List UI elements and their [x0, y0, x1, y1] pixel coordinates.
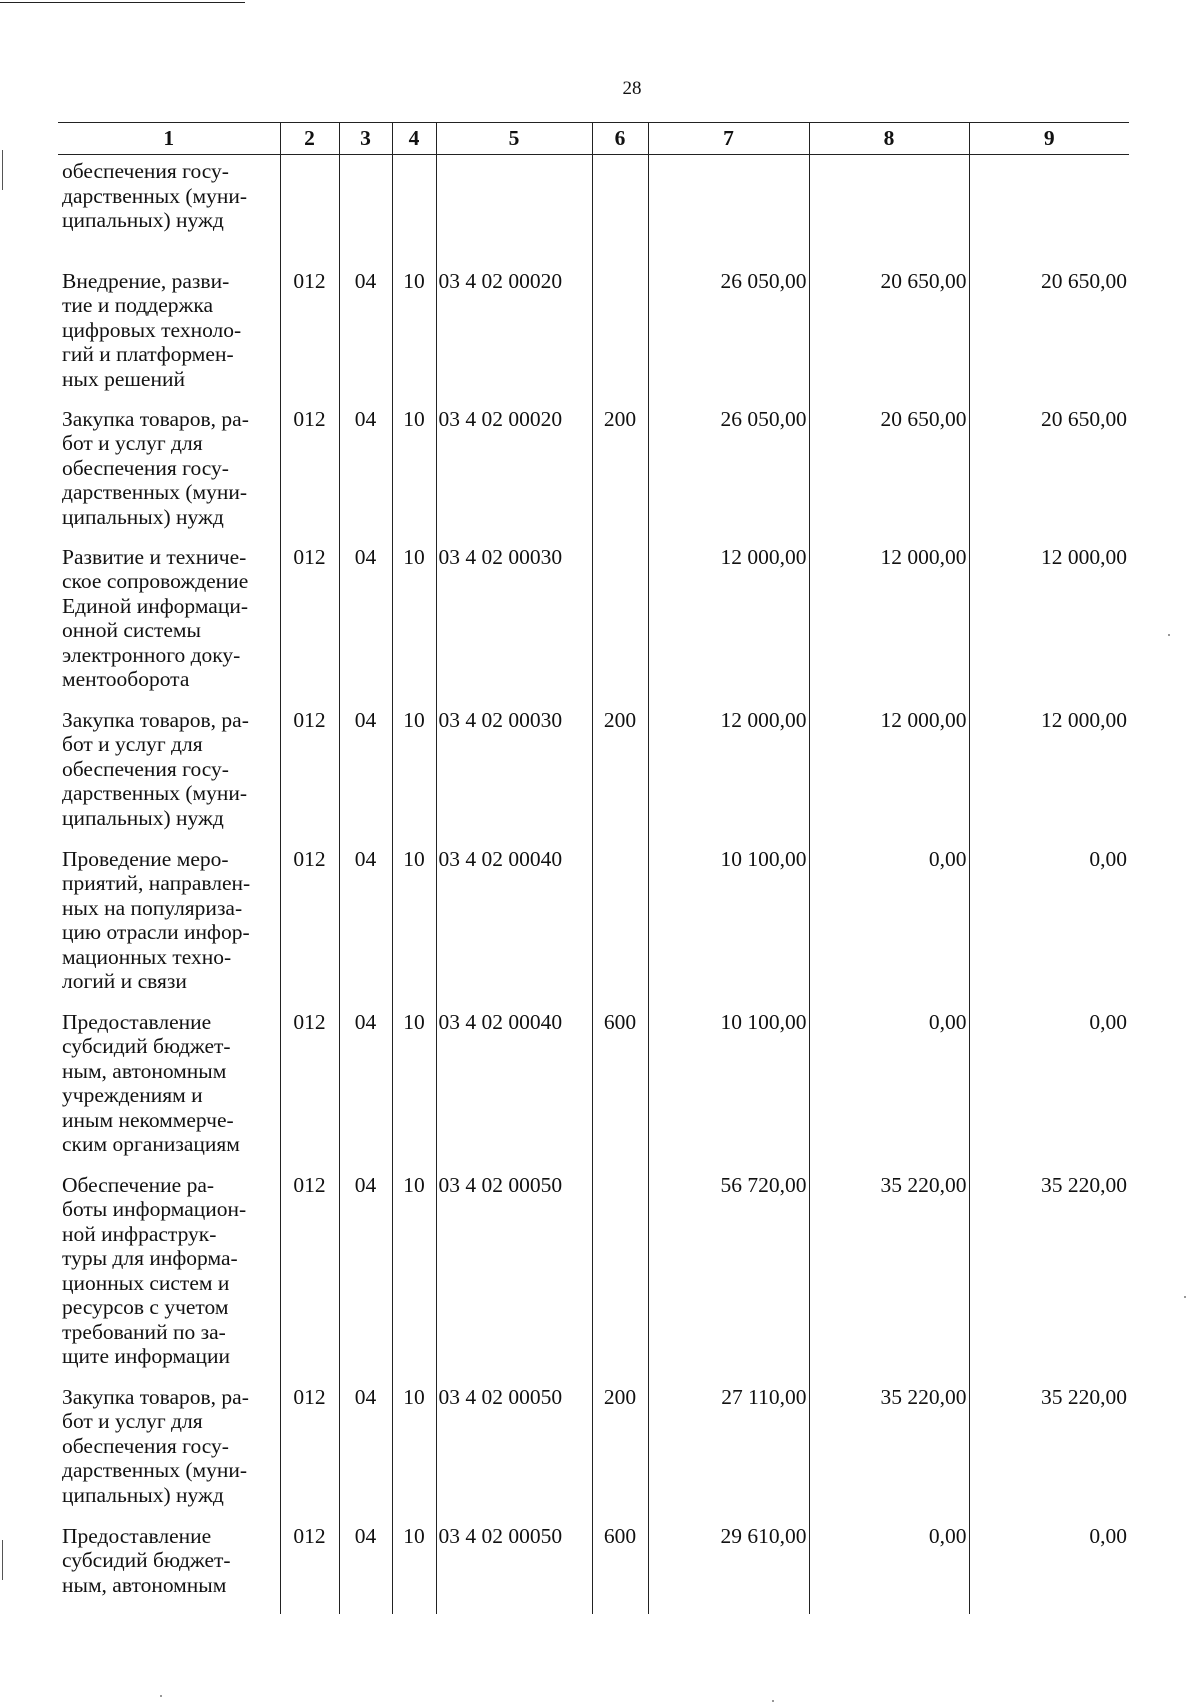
top-edge-rule: [0, 2, 245, 3]
subsection-code: 10: [392, 1385, 436, 1524]
column-header: 6: [592, 123, 648, 155]
target-article-code: 03 4 02 00020: [436, 269, 592, 407]
ministry-code: 012: [280, 1173, 339, 1385]
table-row: [58, 847, 1129, 1010]
amount-year-3: 0,00: [969, 847, 1129, 1010]
expense-type-code: [592, 269, 648, 407]
amount-year-2: 35 220,00: [809, 1173, 969, 1385]
section-code: 04: [339, 1524, 392, 1614]
subsection-code: 10: [392, 1010, 436, 1173]
subsection-code: 10: [392, 708, 436, 847]
target-article-code: 03 4 02 00040: [436, 1010, 592, 1173]
amount-year-1: 27 110,00: [648, 1385, 809, 1524]
amount-year-1: [648, 155, 809, 269]
amount-year-2: 20 650,00: [809, 269, 969, 407]
scan-speck: [1168, 634, 1170, 636]
target-article-code: 03 4 02 00050: [436, 1173, 592, 1385]
subsection-code: 10: [392, 545, 436, 708]
ministry-code: 012: [280, 407, 339, 545]
scan-margin-mark: [2, 1540, 3, 1580]
ministry-code: [280, 155, 339, 269]
subsection-code: 10: [392, 269, 436, 407]
column-header: 8: [809, 123, 969, 155]
amount-year-1: 12 000,00: [648, 708, 809, 847]
item-name: Проведение меро- приятий, направлен- ных на популяриза- цию отрасли инфор- мационных техно- логий и связи: [58, 847, 280, 1010]
amount-year-2: 0,00: [809, 1010, 969, 1173]
table-row: [58, 545, 1129, 708]
ministry-code: 012: [280, 269, 339, 407]
column-header: 7: [648, 123, 809, 155]
amount-year-1: 12 000,00: [648, 545, 809, 708]
ministry-code: 012: [280, 1010, 339, 1173]
table-row: [58, 155, 1129, 269]
column-header: 4: [392, 123, 436, 155]
expense-type-code: 600: [592, 1010, 648, 1173]
target-article-code: 03 4 02 00020: [436, 407, 592, 545]
expense-type-code: [592, 1173, 648, 1385]
amount-year-3: 35 220,00: [969, 1173, 1129, 1385]
amount-year-3: [969, 155, 1129, 269]
target-article-code: 03 4 02 00030: [436, 708, 592, 847]
scan-speck: [772, 1700, 774, 1702]
expense-type-code: 600: [592, 1524, 648, 1614]
amount-year-2: 20 650,00: [809, 407, 969, 545]
amount-year-2: 12 000,00: [809, 545, 969, 708]
column-header: 3: [339, 123, 392, 155]
subsection-code: 10: [392, 407, 436, 545]
amount-year-3: 0,00: [969, 1524, 1129, 1614]
amount-year-3: 20 650,00: [969, 407, 1129, 545]
item-name: Внедрение, разви- тие и поддержка цифровых техноло- гий и платформен- ных решений: [58, 269, 280, 407]
table-header-row: [58, 123, 1129, 155]
section-code: 04: [339, 1010, 392, 1173]
subsection-code: 10: [392, 847, 436, 1010]
section-code: 04: [339, 545, 392, 708]
section-code: 04: [339, 1173, 392, 1385]
amount-year-1: 26 050,00: [648, 407, 809, 545]
table-row: [58, 1173, 1129, 1385]
amount-year-3: 12 000,00: [969, 545, 1129, 708]
page-number: 28: [622, 78, 642, 99]
target-article-code: 03 4 02 00050: [436, 1385, 592, 1524]
amount-year-3: 20 650,00: [969, 269, 1129, 407]
item-name: обеспечения госу- дарственных (муни- ципальных) нужд: [58, 155, 280, 269]
item-name: Предоставление субсидий бюджет- ным, автономным учреждениям и иным некоммерче- ским организациям: [58, 1010, 280, 1173]
subsection-code: [392, 155, 436, 269]
section-code: 04: [339, 407, 392, 545]
column-header: 1: [58, 123, 280, 155]
target-article-code: [436, 155, 592, 269]
table-row: [58, 269, 1129, 407]
amount-year-1: 10 100,00: [648, 1010, 809, 1173]
column-header: 5: [436, 123, 592, 155]
ministry-code: 012: [280, 545, 339, 708]
section-code: 04: [339, 1385, 392, 1524]
amount-year-2: 35 220,00: [809, 1385, 969, 1524]
target-article-code: 03 4 02 00030: [436, 545, 592, 708]
ministry-code: 012: [280, 847, 339, 1010]
table-row: [58, 1010, 1129, 1173]
ministry-code: 012: [280, 1385, 339, 1524]
amount-year-3: 35 220,00: [969, 1385, 1129, 1524]
expense-type-code: [592, 847, 648, 1010]
amount-year-1: 26 050,00: [648, 269, 809, 407]
table-row: [58, 708, 1129, 847]
subsection-code: 10: [392, 1524, 436, 1614]
item-name: Закупка товаров, ра- бот и услуг для обеспечения госу- дарственных (муни- ципальных) нужд: [58, 708, 280, 847]
table-row: [58, 1385, 1129, 1524]
section-code: 04: [339, 269, 392, 407]
expense-type-code: 200: [592, 708, 648, 847]
column-header: 2: [280, 123, 339, 155]
ministry-code: 012: [280, 1524, 339, 1614]
section-code: 04: [339, 708, 392, 847]
amount-year-1: 29 610,00: [648, 1524, 809, 1614]
expense-type-code: [592, 155, 648, 269]
expense-type-code: 200: [592, 407, 648, 545]
item-name: Развитие и техниче- ское сопровождение Единой информаци- онной системы электронного доку- ментооборота: [58, 545, 280, 708]
expense-type-code: 200: [592, 1385, 648, 1524]
amount-year-3: 12 000,00: [969, 708, 1129, 847]
amount-year-3: 0,00: [969, 1010, 1129, 1173]
budget-table: [58, 122, 1129, 1614]
table-row: [58, 1524, 1129, 1614]
ministry-code: 012: [280, 708, 339, 847]
expense-type-code: [592, 545, 648, 708]
target-article-code: 03 4 02 00040: [436, 847, 592, 1010]
section-code: [339, 155, 392, 269]
item-name: Закупка товаров, ра- бот и услуг для обеспечения госу- дарственных (муни- ципальных) нужд: [58, 1385, 280, 1524]
column-header: 9: [969, 123, 1129, 155]
amount-year-1: 56 720,00: [648, 1173, 809, 1385]
scan-speck: [1184, 1296, 1186, 1298]
target-article-code: 03 4 02 00050: [436, 1524, 592, 1614]
section-code: 04: [339, 847, 392, 1010]
amount-year-2: 0,00: [809, 847, 969, 1010]
scan-speck: [160, 1695, 162, 1697]
amount-year-2: [809, 155, 969, 269]
table-row: [58, 407, 1129, 545]
scan-margin-mark: [2, 150, 3, 190]
item-name: Закупка товаров, ра- бот и услуг для обеспечения госу- дарственных (муни- ципальных) нужд: [58, 407, 280, 545]
subsection-code: 10: [392, 1173, 436, 1385]
item-name: Предоставление субсидий бюджет- ным, автономным: [58, 1524, 280, 1614]
amount-year-2: 12 000,00: [809, 708, 969, 847]
item-name: Обеспечение ра- боты информацион- ной инфраструк- туры для информа- ционных систем и ресурсов с учетом требований по за- щите информации: [58, 1173, 280, 1385]
amount-year-1: 10 100,00: [648, 847, 809, 1010]
amount-year-2: 0,00: [809, 1524, 969, 1614]
